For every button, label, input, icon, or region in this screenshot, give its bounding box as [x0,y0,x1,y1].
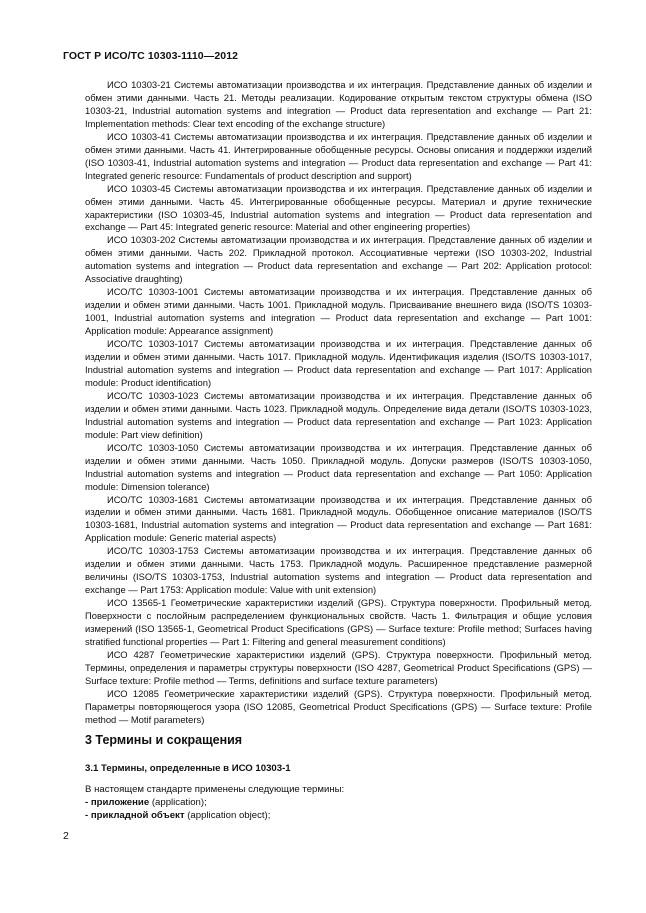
normative-references [85,79,592,727]
term-item [85,796,592,809]
document-header: ГОСТ Р ИСО/ТС 10303-1110—2012 [63,50,239,62]
reference-entry: ИСО/ТС 10303-1023 Системы автоматизации производства и их интеграция. Представление данных об изделии и обмен этими данными. Часть 1023. Прикладной модуль. Определение вида детали (ISO/TS 10303-1023, Industrial automation systems and integration — Product data representation and exchange — Part 1023: Application module: Part view definition) [85,389,592,440]
term-name: - приложение [85,797,150,808]
reference-entry: ИСО 10303-45 Системы автоматизации производства и их интеграция. Представление данных об изделии и обмен этими данными. Часть 45. Интегрированные обобщенные ресурсы. Материал и другие технические характеристики (ISO 10303-45, Industrial automation systems and integration — Product data representation and exchange — Part 45: Integrated generic resource: Material and other engineering properties) [85,182,592,233]
reference-entry: ИСО/ТС 10303-1753 Системы автоматизации производства и их интеграция. Представление данных об изделии и обмен этими данными. Часть 1753. Прикладной модуль. Расширенное представление размерной величины (ISO/TS 10303-1753, Industrial automation systems and integration — Product data representation and exchange — Part 1753: Application module: Value with unit extension) [85,545,592,596]
reference-entry: ИСО 12085 Геометрические характеристики изделий (GPS). Структура поверхности. Профильный метод. Параметры повторяющегося узора (ISO 12085, Geometrical Product Specifications (GPS) — Surface texture: Profile method — Motif parameters) [85,687,592,725]
reference-entry: ИСО 13565-1 Геометрические характеристики изделий (GPS). Структура поверхности. Профильный метод. Поверхности с послойным распределением функциональных свойств. Часть 1. Фильтрация и общие условия измерений (ISO 13565-1, Geometrical Product Specifications (GPS) — Surface texture: Profile method; Surfaces having stratified functional properties — Part 1: Filtering and general measurement conditions) [85,597,592,647]
reference-entry: ИСО 4287 Геометрические характеристики изделий (GPS). Структура поверхности. Профильный метод. Термины, определения и параметры структуры поверхности (ISO 4287, Geometrical Product Specifications (GPS) — Surface texture: Profile method — Terms, definitions and surface texture parameters) [85,648,592,686]
reference-entry: ИСО 10303-202 Системы автоматизации производства и их интеграция. Представление данных об изделии и обмен этими данными. Часть 202. Прикладной протокол. Ассоциативные чертежи (ISO 10303-202, Industrial automation systems and integration — Product data representation and exchange — Part 202: Application protocol: Associative draughting) [85,234,592,285]
reference-entry: ИСО/ТС 10303-1681 Системы автоматизации производства и их интеграция. Представление данных об изделии и обмен этими данными. Часть 1681. Прикладной модуль. Обобщенное описание материалов (ISO/TS 10303-1681, Industrial automation systems and integration — Product data representation and exchange — Part 1681: Application module: Generic material aspects) [85,493,592,544]
terms-intro-block [85,783,592,822]
reference-entry: ИСО 10303-21 Системы автоматизации производства и их интеграция. Представление данных об изделии и обмен этими данными. Часть 21. Методы реализации. Кодирование открытым текстом структуры обмена (ISO 10303-21, Industrial automation systems and integration — Product data representation and exchange — Part 21: Implementation methods: Clear text encoding of the exchange structure) [85,79,592,129]
reference-entry: ИСО/ТС 10303-1050 Системы автоматизации производства и их интеграция. Представление данных об изделии и обмен этими данными. Часть 1050. Прикладной модуль. Допуски размеров (ISO/TS 10303-1050, Industrial automation systems and integration — Product data representation and exchange — Part 1050: Application module: Dimension tolerance) [85,441,592,492]
term-item [85,809,592,822]
reference-entry: ИСО/ТС 10303-1017 Системы автоматизации производства и их интеграция. Представление данных об изделии и обмен этими данными. Часть 1017. Прикладной модуль. Идентификация изделия (ISO/TS 10303-1017, Industrial automation systems and integration — Product data representation and exchange — Part 1017: Application module: Product identification) [85,338,592,388]
section-title: 3 Термины и сокращения [85,733,243,747]
subsection-title: 3.1 Термины, определенные в ИСО 10303-1 [85,763,291,774]
term-name: - прикладной объект [85,810,185,821]
term-english: (application); [149,797,207,808]
term-english: (application object); [184,810,271,821]
reference-entry: ИСО/ТС 10303-1001 Системы автоматизации производства и их интеграция. Представление данных об изделии и обмен этими данными. Часть 1001. Прикладной модуль. Присваивание внешнего вида (ISO/TS 10303-1001, Industrial automation systems and integration — Product data representation and exchange — Part 1001: Application module: Appearance assignment) [85,286,592,337]
terms-intro: В настоящем стандарте применены следующие термины: [85,784,345,795]
reference-entry: ИСО 10303-41 Системы автоматизации производства и их интеграция. Представление данных об изделии и обмен этими данными. Часть 41. Интегрированные обобщенные ресурсы. Основы описания и поддержки изделий (ISO 10303-41, Industrial automation systems and integration — Product data representation and exchange — Part 41: Integrated generic resource: Fundamentals of product description and support) [85,130,592,181]
page-number: 2 [63,830,69,842]
